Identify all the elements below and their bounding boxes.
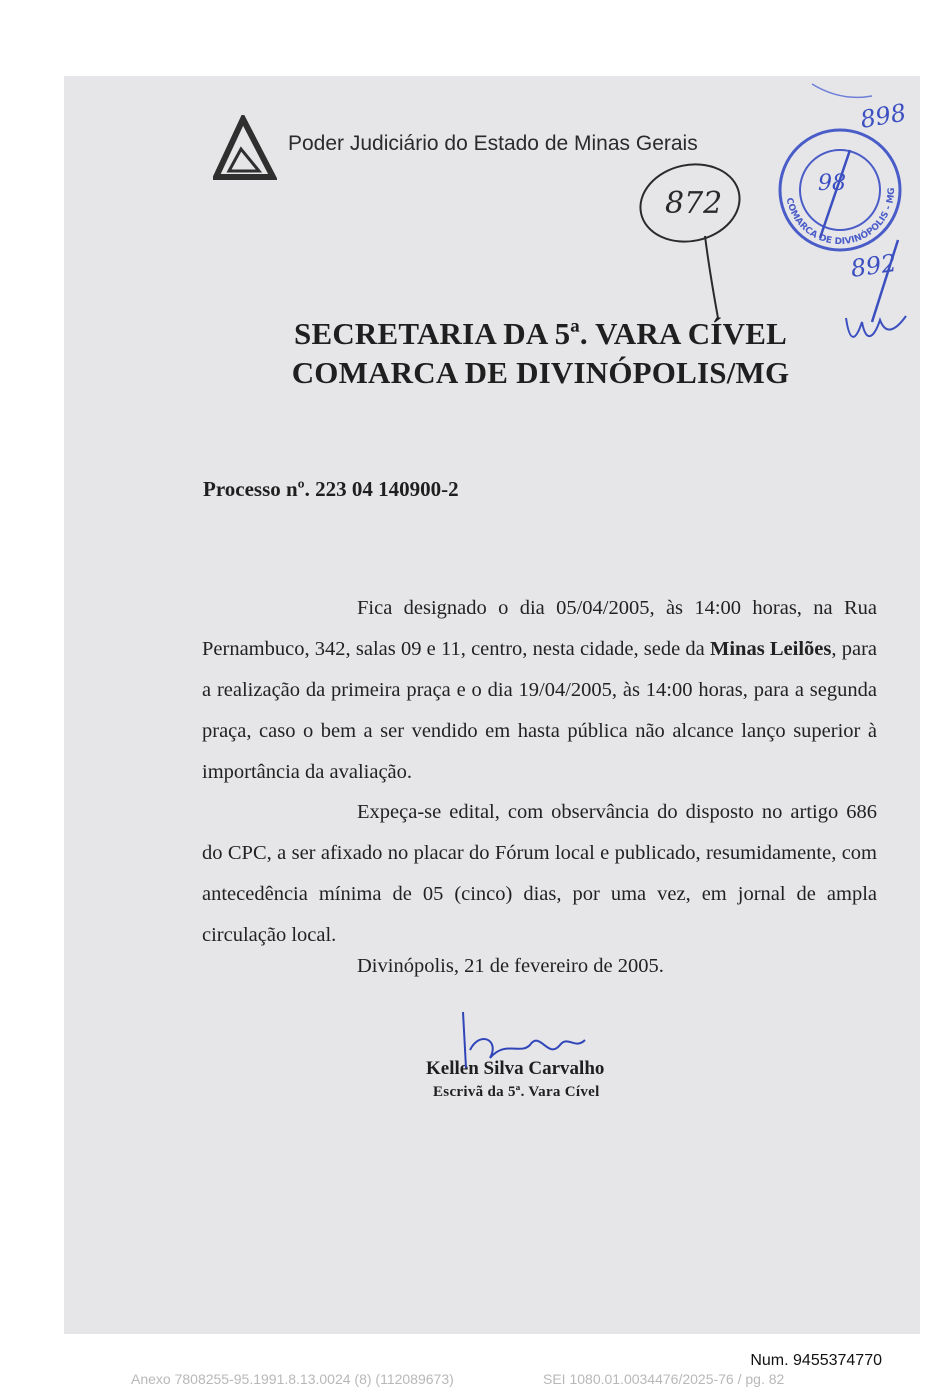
blue-number-side: 892 (848, 248, 899, 283)
signer-role: Escrivã da 5ª. Vara Cível (433, 1084, 600, 1100)
document-title-line1: SECRETARIA DA 5ª. VARA CÍVEL (294, 316, 787, 351)
paragraph-1-bold: Minas Leilões (710, 638, 832, 660)
paragraph-1-text-a: Fica designado o dia 05/04/2005, às 14:00 horas, na Rua Pernambuco, 342, salas 09 e 11, centro, nesta cidade, sede da (202, 597, 877, 660)
circled-number-text: 872 (665, 186, 723, 221)
document-number: Num. 9455374770 (750, 1352, 882, 1369)
organization-header: Poder Judiciário do Estado de Minas Gerais (288, 132, 698, 155)
paragraph-2: Expeça-se edital, com observância do disposto no artigo 686 do CPC, a ser afixado no placar do Fórum local e publicado, resumidamente, com antecedência mínima de 05 (cinco) dias, por uma vez, em jornal de ampla circulação local. (202, 801, 877, 946)
place-and-date: Divinópolis, 21 de fevereiro de 2005. (357, 955, 664, 977)
blue-number-top: 898 (858, 98, 909, 134)
footer-anexo: Anexo 7808255-95.1991.8.13.0024 (8) (112089673) (131, 1371, 454, 1387)
stamp-text: COMARCA DE DIVINÓPOLIS - MG (783, 187, 898, 248)
footer-sei: SEI 1080.01.0034476/2025-76 / pg. 82 (543, 1371, 785, 1387)
paragraph-1 (202, 588, 877, 793)
paragraph-1-text-b: , para a realização da primeira praça e o dia 19/04/2005, às 14:00 horas, para a segunda praça, caso o bem a ser vendido em hasta pública não alcance lanço superior à importância da avaliação. (202, 638, 878, 783)
judiciary-triangle-logo (213, 115, 277, 183)
stamp-number: 98 (818, 171, 846, 196)
signer-name: Kellen Silva Carvalho (426, 1058, 605, 1079)
process-number: Processo nº. 223 04 140900-2 (203, 477, 459, 501)
document-title-line2: COMARCA DE DIVINÓPOLIS/MG (291, 355, 790, 390)
